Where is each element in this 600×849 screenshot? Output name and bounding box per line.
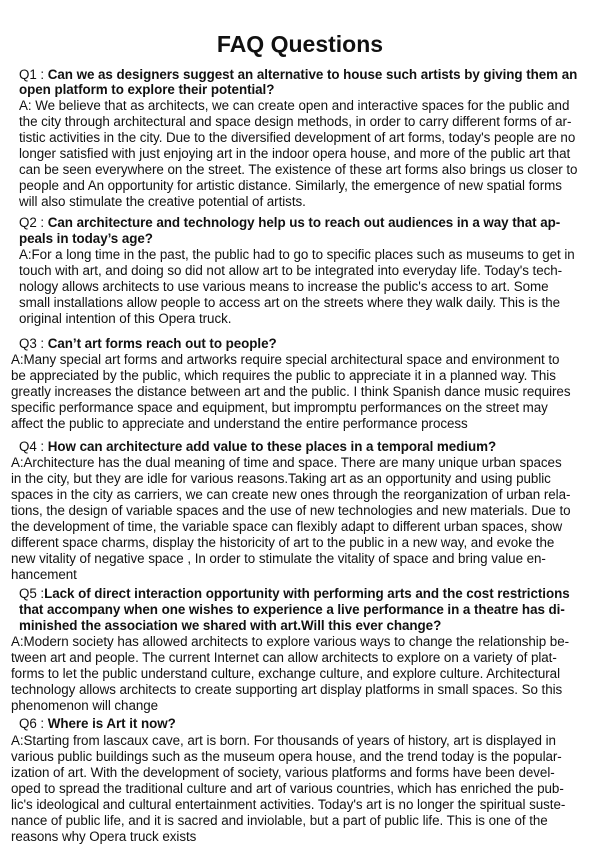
answer-line: technology allows architects to create supporting art display platforms in small spaces. So this <box>11 682 563 697</box>
question-line <box>19 716 176 732</box>
answer-line: nance of public life, and it is sacred and inviolable, but a part of public life. This is one of the <box>11 813 548 828</box>
question-text: How can architecture add value to these places in a temporal medium? <box>47 439 497 454</box>
page-title: FAQ Questions <box>216 31 384 57</box>
answer-line: small installations allow people to access art on the streets where they walk daily. This is the <box>19 295 561 310</box>
answer-line: greatly increases the distance between art and the public. I think Spanish dance music requires <box>11 384 571 399</box>
question-line <box>19 215 560 231</box>
question-text: peals in today’s age? <box>19 231 153 246</box>
answer-line: different space charms, display the historicity of art to the public in a new way, and evoke the <box>11 535 555 550</box>
question-text: minished the association we shared with art.Will this ever change? <box>19 618 442 633</box>
answer-line: specific performance space and equipment, but impromptu performances on the street may <box>11 400 548 415</box>
question-label: Q4 : <box>19 439 48 454</box>
answer-line: nology allows architects to use various means to increase the public's access to art. Some <box>19 279 549 294</box>
question-label: Q6 : <box>19 716 48 731</box>
answer-line: in the city, but they are idle for various reasons.Taking art as an opportunity and using public <box>11 471 551 486</box>
question-line <box>19 67 577 83</box>
answer-line: the development of time, the variable space can flexibly adapt to different urban spaces, show <box>11 519 563 534</box>
question-label: Q5 : <box>19 586 45 601</box>
question-text: open platform to explore their potential? <box>19 82 275 97</box>
answer-line: A:For a long time in the past, the public had to go to specific places such as museums to get in <box>19 247 575 262</box>
question-text: Where is Art it now? <box>47 716 176 731</box>
answer-line: new vitality of negative space , In order to stimulate the vitality of space and bring value en- <box>11 551 546 566</box>
answer-line: ization of art. With the development of society, various platforms and forms have been devel- <box>11 765 555 780</box>
answer-line: the city through architectural and space design methods, in order to carry different forms of ar- <box>19 114 572 129</box>
question-label: Q3 : <box>19 336 48 351</box>
answer-line: affect the public to appreciate and understand the entire performance process <box>11 416 468 431</box>
answer-line: can be seen everywhere on the street. The existence of these art forms also brings us closer to <box>19 162 578 177</box>
answer-line: A:Architecture has the dual meaning of time and space. There are many unique urban spaces <box>11 455 562 470</box>
answer-line: people and An opportunity for artistic distance. Similarly, the emergence of new spatial forms <box>19 178 562 193</box>
answer-line: A:Many special art forms and artworks require special architectural space and environment to <box>11 352 560 367</box>
answer-line: oped to spread the traditional culture and art of various countries, which has enriched the pub- <box>11 781 564 796</box>
question-text: Can architecture and technology help us to reach out audiences in a way that ap- <box>47 215 561 230</box>
answer-line: be appreciated by the public, which requires the public to appreciate it in a planned way. This <box>11 368 556 383</box>
answer-line: tween art and people. The current Internet can allow architects to explore on a variety of plat- <box>11 650 557 665</box>
question-text: Can’t art forms reach out to people? <box>47 336 277 351</box>
question-label: Q2 : <box>19 215 48 230</box>
answer-line: lic's ideological and cultural entertainment activities. Today's art is no longer the spiritual suste- <box>11 797 566 812</box>
answer-line: A:Modern society has allowed architects to explore various ways to change the relationship be- <box>11 634 570 649</box>
question-text: Lack of direct interaction opportunity with performing arts and the cost restrictions <box>44 586 570 601</box>
answer-line: hancement <box>11 567 77 582</box>
answer-line: A: We believe that as architects, we can create open and interactive spaces for the public and <box>19 98 570 113</box>
answer-line: forms to let the public understand culture, exchange culture, and explore culture. Architectural <box>11 666 560 681</box>
answer-line: touch with art, and doing so did not allow art to be integrated into everyday life. Today's tech- <box>19 263 563 278</box>
question-label: Q1 : <box>19 67 48 82</box>
answer-line: will also stimulate the creative potential of artists. <box>19 194 306 209</box>
answer-line: tistic activities in the city. Due to the diversified development of art forms, today's people are no <box>19 130 576 145</box>
answer-line: A:Starting from lascaux cave, art is born. For thousands of years of history, art is displayed in <box>11 733 556 748</box>
answer-line: tions, the design of variable spaces and the use of new technologies and new materials. Due to <box>11 503 571 518</box>
answer-line: reasons why Opera truck exists <box>11 829 197 844</box>
answer-line: longer satisfied with just enjoying art in the indoor opera house, and more of the public art that <box>19 146 571 161</box>
answer-line: phenomenon will change <box>11 698 159 713</box>
answer-line: various public buildings such as the museum opera house, and the trend today is the popular- <box>11 749 562 764</box>
question-line <box>19 336 277 352</box>
question-line <box>19 439 496 455</box>
question-text: that accompany when one wishes to experience a live performance in a theatre has di- <box>19 602 565 617</box>
question-line <box>19 586 570 602</box>
answer-line: original intention of this Opera truck. <box>19 311 232 326</box>
answer-line: spaces in the city as carriers, we can create new ones through the reorganization of urban rela- <box>11 487 571 502</box>
question-text: Can we as designers suggest an alternative to house such artists by giving them an <box>47 67 578 82</box>
